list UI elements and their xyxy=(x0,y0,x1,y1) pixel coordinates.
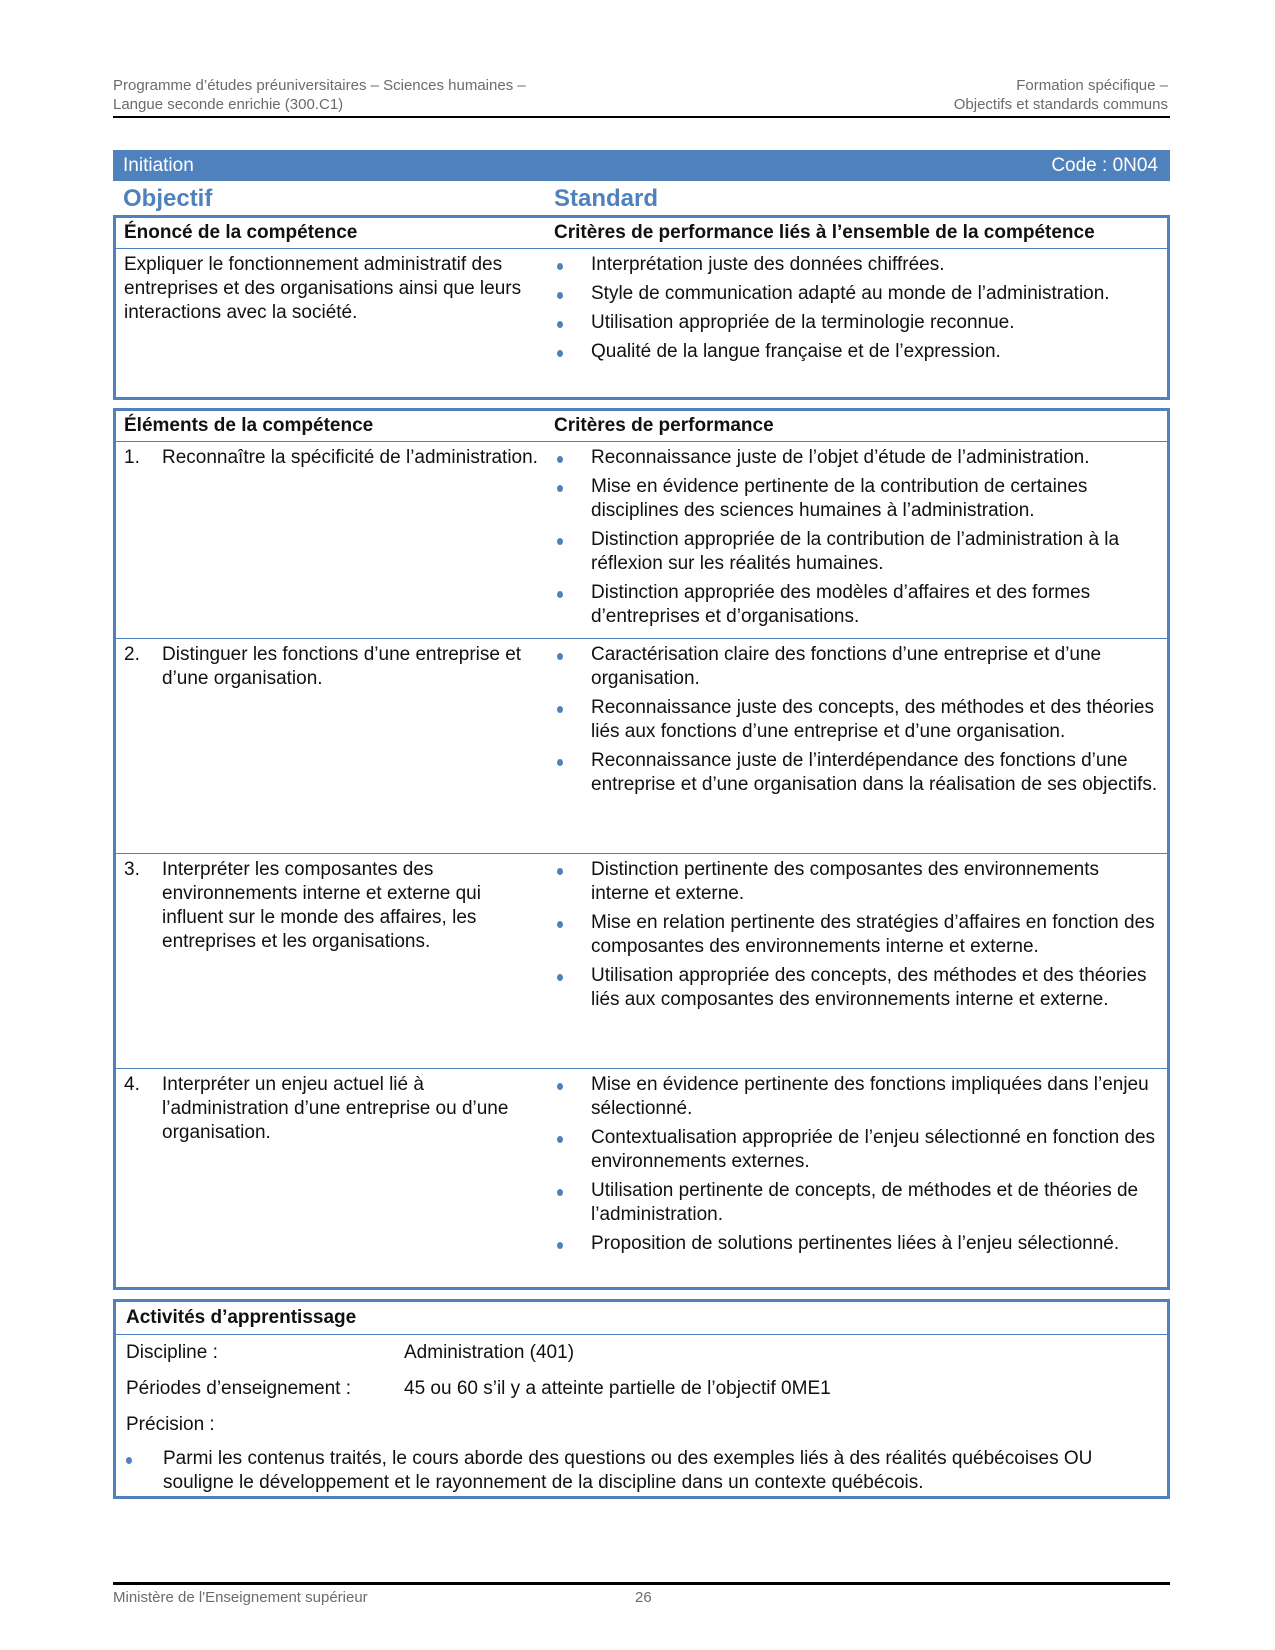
element-number: 3. xyxy=(124,859,140,880)
bullet-icon xyxy=(557,485,563,492)
elements-table xyxy=(113,408,1170,1290)
enonce-table xyxy=(113,215,1170,400)
discipline-label: Discipline : xyxy=(126,1342,218,1363)
page-footer xyxy=(113,1582,1170,1606)
elements-header: Éléments de la compétence xyxy=(124,415,374,436)
criteres-ensemble-header: Critères de performance liés à l’ensemble de la compétence xyxy=(554,222,1095,243)
bullet-icon xyxy=(557,321,563,328)
table-row xyxy=(116,639,1167,854)
criteres-list xyxy=(554,1073,1159,1256)
course-title-bar xyxy=(113,150,1170,181)
table-row xyxy=(116,854,1167,1069)
enonce-row xyxy=(116,249,1167,397)
bullet-icon xyxy=(557,974,563,981)
list-item: Utilisation appropriée des concepts, des méthodes et des théories liés aux composantes des environnements interne et externe. xyxy=(554,964,1159,1012)
list-item: Distinction appropriée de la contribution de l’administration à la réflexion sur les réalités humaines. xyxy=(554,528,1159,576)
list-item: Utilisation pertinente de concepts, de méthodes et de théories de l’administration. xyxy=(554,1179,1159,1227)
list-item: Distinction appropriée des modèles d’affaires et des formes d’entreprises et d’organisations. xyxy=(554,581,1159,629)
course-level: Initiation xyxy=(123,155,194,176)
list-item: Reconnaissance juste de l’interdépendance des fonctions d’une entreprise et d’une organisation dans la réalisation de ses objectifs. xyxy=(554,749,1159,797)
precision-item: Parmi les contenus traités, le cours aborde des questions ou des exemples liés à des réalités québécoises OU souligne le développement et le rayonnement de la discipline dans un contexte québécois. xyxy=(116,1447,1167,1495)
list-item: Style de communication adapté au monde de l’administration. xyxy=(554,282,1159,306)
objectif-heading: Objectif xyxy=(123,185,213,212)
page-number: 26 xyxy=(635,1589,652,1606)
list-item: Mise en évidence pertinente de la contribution de certaines disciplines des sciences humaines à l’administration. xyxy=(554,475,1159,523)
element-number: 1. xyxy=(124,447,140,468)
section-title-line1: Formation spécifique – xyxy=(1016,77,1168,94)
criteres-ensemble-list xyxy=(554,253,1159,364)
program-title xyxy=(113,76,526,114)
precision-row xyxy=(116,1407,1167,1443)
column-headings xyxy=(113,183,1170,215)
list-item: Proposition de solutions pertinentes liées à l’enjeu sélectionné. xyxy=(554,1232,1159,1256)
bullet-icon xyxy=(557,921,563,928)
program-title-line2: Langue seconde enrichie (300.C1) xyxy=(113,96,344,113)
list-item: Mise en relation pertinente des stratégies d’affaires en fonction des composantes des environnements interne et externe. xyxy=(554,911,1159,959)
element-text: Interpréter les composantes des environnements interne et externe qui influent sur le monde des affaires, les entreprises et les organisations. xyxy=(162,859,481,952)
discipline-value: Administration (401) xyxy=(404,1342,575,1363)
bullet-icon xyxy=(557,868,563,875)
enonce-text: Expliquer le fonctionnement administratif des entreprises et des organisations ainsi que leurs interactions avec la société. xyxy=(124,254,522,323)
bullet-icon xyxy=(557,292,563,299)
enonce-header: Énoncé de la compétence xyxy=(124,222,358,243)
course-code: Code : 0N04 xyxy=(1051,155,1158,176)
list-item: Contextualisation appropriée de l’enjeu sélectionné en fonction des environnements externes. xyxy=(554,1126,1159,1174)
criteres-list xyxy=(554,858,1159,1012)
criteres-header: Critères de performance xyxy=(554,415,774,436)
list-item: Reconnaissance juste des concepts, des méthodes et des théories liés aux fonctions d’une entreprise et d’une organisation. xyxy=(554,696,1159,744)
bullet-icon xyxy=(557,706,563,713)
discipline-row xyxy=(116,1335,1167,1371)
list-item: Distinction pertinente des composantes des environnements interne et externe. xyxy=(554,858,1159,906)
list-item: Mise en évidence pertinente des fonctions impliquées dans l’enjeu sélectionné. xyxy=(554,1073,1159,1121)
bullet-icon xyxy=(557,350,563,357)
bullet-icon xyxy=(557,1083,563,1090)
bullet-icon xyxy=(126,1457,132,1464)
criteres-list xyxy=(554,446,1159,629)
element-text: Interpréter un enjeu actuel lié à l’administration d’une entreprise ou d’une organisation. xyxy=(162,1074,509,1143)
periodes-row xyxy=(116,1371,1167,1407)
periodes-label: Périodes d’enseignement : xyxy=(126,1378,351,1399)
bullet-icon xyxy=(557,591,563,598)
bullet-icon xyxy=(557,1136,563,1143)
list-item: Interprétation juste des données chiffrées. xyxy=(554,253,1159,277)
section-title-line2: Objectifs et standards communs xyxy=(953,96,1168,113)
periodes-value: 45 ou 60 s’il y a atteinte partielle de l’objectif 0ME1 xyxy=(404,1378,831,1399)
standard-heading: Standard xyxy=(554,185,659,212)
activites-header: Activités d’apprentissage xyxy=(126,1307,357,1328)
element-number: 2. xyxy=(124,644,140,665)
bullet-icon xyxy=(557,759,563,766)
bullet-icon xyxy=(557,263,563,270)
bullet-icon xyxy=(557,1242,563,1249)
bullet-icon xyxy=(557,456,563,463)
bullet-icon xyxy=(557,1189,563,1196)
program-title-line1: Programme d’études préuniversitaires – Sciences humaines – xyxy=(113,77,526,94)
running-header xyxy=(113,76,1170,118)
element-text: Reconnaître la spécificité de l’administration. xyxy=(162,447,538,468)
list-item: Caractérisation claire des fonctions d’une entreprise et d’une organisation. xyxy=(554,643,1159,691)
activites-table xyxy=(113,1299,1170,1499)
list-item: Reconnaissance juste de l’objet d’étude de l’administration. xyxy=(554,446,1159,470)
footer-organization: Ministère de l'Enseignement supérieur xyxy=(113,1589,368,1606)
activites-header-row xyxy=(116,1302,1167,1335)
bullet-icon xyxy=(557,538,563,545)
precision-label: Précision : xyxy=(126,1414,215,1435)
section-title xyxy=(954,76,1168,114)
list-item: Qualité de la langue française et de l’expression. xyxy=(554,340,1159,364)
criteres-list xyxy=(554,643,1159,797)
table-row xyxy=(116,1069,1167,1287)
enonce-table-header xyxy=(116,218,1167,249)
bullet-icon xyxy=(557,653,563,660)
element-text: Distinguer les fonctions d’une entreprise et d’une organisation. xyxy=(162,644,522,689)
elements-table-header xyxy=(116,411,1167,442)
list-item: Utilisation appropriée de la terminologie reconnue. xyxy=(554,311,1159,335)
table-row xyxy=(116,442,1167,639)
element-number: 4. xyxy=(124,1074,140,1095)
